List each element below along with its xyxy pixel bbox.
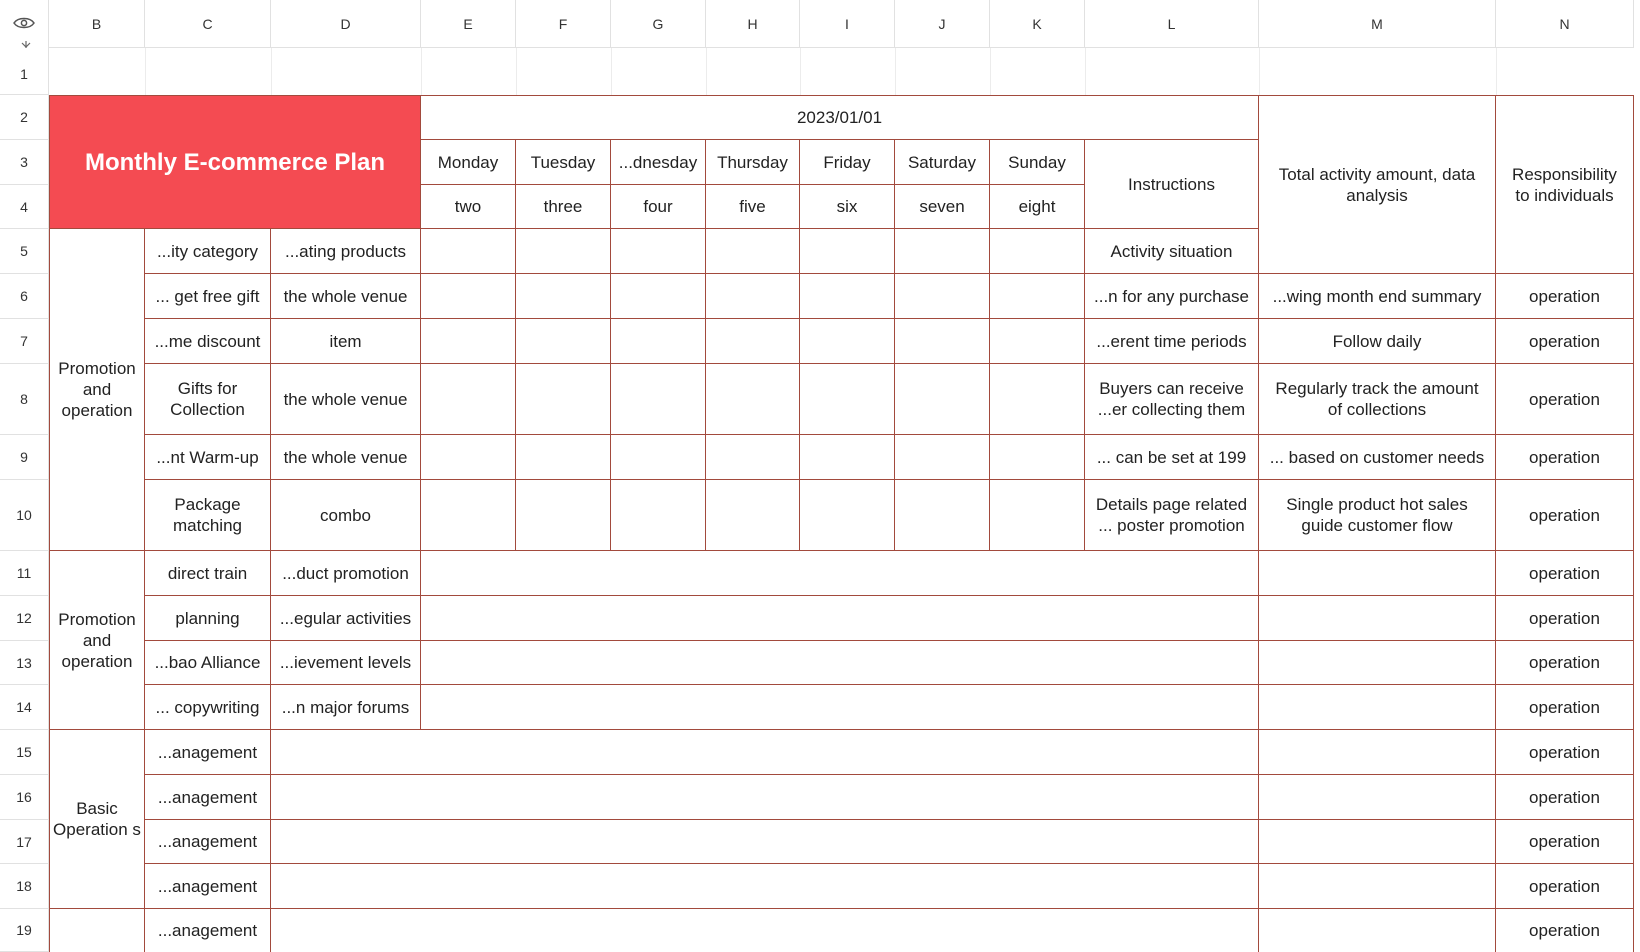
row-header-5[interactable]: 5 — [0, 229, 49, 274]
gridline — [516, 48, 517, 95]
gridline — [1085, 48, 1086, 95]
column-header-k[interactable]: K — [990, 0, 1085, 48]
merged-detail-cell[interactable] — [271, 820, 1259, 864]
analysis-cell[interactable]: ...wing month end summary — [1259, 274, 1496, 319]
row-header-12[interactable]: 12 — [0, 596, 49, 641]
responsibility-cell[interactable]: operation — [1496, 596, 1634, 641]
responsibility-cell[interactable]: operation — [1496, 364, 1634, 435]
day-number-cell[interactable]: eight — [990, 185, 1085, 229]
column-header-m[interactable]: M — [1259, 0, 1496, 48]
row-header-11[interactable]: 11 — [0, 551, 49, 596]
analysis-cell[interactable] — [1259, 909, 1496, 952]
day-cell-tuesday[interactable]: Tuesday — [516, 140, 611, 185]
category-cell[interactable]: ... get free gift — [145, 274, 271, 319]
responsibility-cell[interactable]: operation — [1496, 864, 1634, 909]
row-header-6[interactable]: 6 — [0, 274, 49, 319]
schedule-cell[interactable] — [800, 480, 895, 551]
schedule-cell[interactable] — [990, 364, 1085, 435]
row-header-14[interactable]: 14 — [0, 685, 49, 730]
schedule-cell[interactable] — [895, 229, 990, 274]
scope-cell[interactable]: the whole venue — [271, 364, 421, 435]
analysis-cell[interactable] — [1259, 820, 1496, 864]
analysis-cell[interactable] — [1259, 775, 1496, 820]
schedule-cell[interactable] — [516, 364, 611, 435]
day-cell-thursday[interactable]: Thursday — [706, 140, 800, 185]
category-cell[interactable]: direct train — [145, 551, 271, 596]
gridline — [800, 48, 801, 95]
category-cell[interactable]: ...anagement — [145, 820, 271, 864]
schedule-cell[interactable] — [895, 480, 990, 551]
scope-cell[interactable]: item — [271, 319, 421, 364]
analysis-cell[interactable]: Single product hot sales guide customer flow — [1259, 480, 1496, 551]
instruction-cell[interactable]: ... can be set at 199 — [1085, 435, 1259, 480]
column-header-g[interactable]: G — [611, 0, 706, 48]
schedule-cell[interactable] — [895, 364, 990, 435]
day-cell-saturday[interactable]: Saturday — [895, 140, 990, 185]
schedule-cell[interactable] — [421, 319, 516, 364]
merged-schedule-cell[interactable] — [421, 596, 1259, 641]
instruction-cell[interactable]: ...erent time periods — [1085, 319, 1259, 364]
schedule-cell[interactable] — [611, 229, 706, 274]
row-header-10[interactable]: 10 — [0, 480, 49, 551]
row-header-4[interactable]: 4 — [0, 185, 49, 229]
schedule-cell[interactable] — [421, 229, 516, 274]
instruction-cell[interactable]: Buyers can receive ...er collecting them — [1085, 364, 1259, 435]
responsibility-header-cell[interactable]: Responsibility to individuals — [1496, 95, 1634, 274]
category-cell[interactable]: ...anagement — [145, 909, 271, 952]
day-cell-sunday[interactable]: Sunday — [990, 140, 1085, 185]
responsibility-cell[interactable]: operation — [1496, 820, 1634, 864]
schedule-cell[interactable] — [706, 274, 800, 319]
row-header-7[interactable]: 7 — [0, 319, 49, 364]
responsibility-cell[interactable]: operation — [1496, 319, 1634, 364]
schedule-cell[interactable] — [421, 274, 516, 319]
instruction-cell[interactable]: Details page related ... poster promotion — [1085, 480, 1259, 551]
schedule-cell[interactable] — [990, 480, 1085, 551]
column-header-c[interactable]: C — [145, 0, 271, 48]
schedule-cell[interactable] — [706, 364, 800, 435]
analysis-cell[interactable] — [1259, 551, 1496, 596]
column-header-h[interactable]: H — [706, 0, 800, 48]
plan-title: Monthly E-commerce Plan — [84, 148, 386, 176]
schedule-cell[interactable] — [516, 319, 611, 364]
row-header-1[interactable]: 1 — [0, 48, 49, 95]
schedule-cell[interactable] — [990, 435, 1085, 480]
day-cell-wednesday[interactable]: ...dnesday — [611, 140, 706, 185]
scope-cell[interactable]: ...duct promotion — [271, 551, 421, 596]
category-cell[interactable]: ...me discount — [145, 319, 271, 364]
schedule-cell[interactable] — [800, 274, 895, 319]
scope-cell[interactable]: ...n major forums — [271, 685, 421, 730]
day-cell-monday[interactable]: Monday — [421, 140, 516, 185]
day-number-cell[interactable]: four — [611, 185, 706, 229]
group-cell-promotion-2[interactable]: Promotion and operation — [49, 551, 145, 730]
schedule-cell[interactable] — [421, 435, 516, 480]
merged-schedule-cell[interactable] — [421, 685, 1259, 730]
category-cell[interactable]: ... copywriting — [145, 685, 271, 730]
row-header-2[interactable]: 2 — [0, 95, 49, 140]
column-header-d[interactable]: D — [271, 0, 421, 48]
column-header-j[interactable]: J — [895, 0, 990, 48]
schedule-cell[interactable] — [706, 229, 800, 274]
schedule-cell[interactable] — [516, 480, 611, 551]
category-cell[interactable]: ...ity category — [145, 229, 271, 274]
schedule-cell[interactable] — [611, 274, 706, 319]
gridline — [1496, 48, 1497, 95]
merged-detail-cell[interactable] — [271, 864, 1259, 909]
group-cell-basic-operations[interactable]: Basic Operation s — [49, 730, 145, 909]
schedule-cell[interactable] — [611, 435, 706, 480]
gridline — [895, 48, 896, 95]
responsibility-cell[interactable]: operation — [1496, 775, 1634, 820]
scope-cell[interactable]: ...ievement levels — [271, 641, 421, 685]
day-cell-friday[interactable]: Friday — [800, 140, 895, 185]
category-cell[interactable]: Gifts for Collection — [145, 364, 271, 435]
scope-cell[interactable]: ...ating products — [271, 229, 421, 274]
category-cell[interactable]: planning — [145, 596, 271, 641]
analysis-cell[interactable] — [1259, 596, 1496, 641]
responsibility-cell[interactable]: operation — [1496, 641, 1634, 685]
schedule-cell[interactable] — [800, 435, 895, 480]
row-header-3[interactable]: 3 — [0, 140, 49, 185]
column-header-f[interactable]: F — [516, 0, 611, 48]
column-header-e[interactable]: E — [421, 0, 516, 48]
gridline — [706, 48, 707, 95]
date-cell[interactable]: 2023/01/01 — [421, 95, 1259, 140]
gridline — [990, 48, 991, 95]
row-header-17[interactable]: 17 — [0, 820, 49, 864]
schedule-cell[interactable] — [800, 319, 895, 364]
merged-schedule-cell[interactable] — [421, 551, 1259, 596]
responsibility-cell[interactable]: operation — [1496, 685, 1634, 730]
category-cell[interactable]: ...anagement — [145, 864, 271, 909]
schedule-cell[interactable] — [706, 435, 800, 480]
schedule-cell[interactable] — [421, 480, 516, 551]
row-header-9[interactable]: 9 — [0, 435, 49, 480]
gridline — [611, 48, 612, 95]
column-header-n[interactable]: N — [1496, 0, 1634, 48]
scope-cell[interactable]: the whole venue — [271, 435, 421, 480]
category-cell[interactable]: ...nt Warm-up — [145, 435, 271, 480]
analysis-cell[interactable]: Regularly track the amount of collections — [1259, 364, 1496, 435]
row-header-16[interactable]: 16 — [0, 775, 49, 820]
schedule-cell[interactable] — [990, 319, 1085, 364]
row-header-19[interactable]: 19 — [0, 909, 49, 952]
schedule-cell[interactable] — [895, 319, 990, 364]
schedule-cell[interactable] — [611, 480, 706, 551]
eye-icon[interactable] — [13, 16, 35, 30]
responsibility-cell[interactable]: operation — [1496, 551, 1634, 596]
analysis-cell[interactable] — [1259, 641, 1496, 685]
day-number-cell[interactable]: seven — [895, 185, 990, 229]
schedule-cell[interactable] — [990, 229, 1085, 274]
gridline — [145, 48, 146, 95]
total-analysis-header-cell[interactable]: Total activity amount, data analysis — [1259, 95, 1496, 274]
schedule-cell[interactable] — [611, 364, 706, 435]
day-number-cell[interactable]: two — [421, 185, 516, 229]
schedule-cell[interactable] — [611, 319, 706, 364]
responsibility-cell[interactable]: operation — [1496, 435, 1634, 480]
schedule-cell[interactable] — [516, 274, 611, 319]
schedule-cell[interactable] — [895, 274, 990, 319]
column-header-b[interactable]: B — [49, 0, 145, 48]
responsibility-cell[interactable]: operation — [1496, 480, 1634, 551]
category-cell[interactable]: ...anagement — [145, 775, 271, 820]
day-number-cell[interactable]: six — [800, 185, 895, 229]
analysis-cell[interactable] — [1259, 685, 1496, 730]
gridline — [271, 48, 272, 95]
row-header-8[interactable]: 8 — [0, 364, 49, 435]
responsibility-cell[interactable]: operation — [1496, 730, 1634, 775]
schedule-cell[interactable] — [421, 364, 516, 435]
schedule-cell[interactable] — [800, 229, 895, 274]
day-number-cell[interactable]: five — [706, 185, 800, 229]
analysis-cell[interactable]: Follow daily — [1259, 319, 1496, 364]
schedule-cell[interactable] — [706, 319, 800, 364]
instruction-cell[interactable]: ...n for any purchase — [1085, 274, 1259, 319]
gridline — [1259, 48, 1260, 95]
row-header-13[interactable]: 13 — [0, 641, 49, 685]
responsibility-cell[interactable]: operation — [1496, 274, 1634, 319]
instructions-header-cell[interactable]: Instructions — [1085, 140, 1259, 229]
responsibility-cell[interactable]: operation — [1496, 909, 1634, 952]
category-cell[interactable]: ...bao Alliance — [145, 641, 271, 685]
group-cell-next[interactable] — [49, 909, 145, 952]
schedule-cell[interactable] — [895, 435, 990, 480]
scope-cell[interactable]: the whole venue — [271, 274, 421, 319]
schedule-cell[interactable] — [516, 435, 611, 480]
analysis-cell[interactable] — [1259, 864, 1496, 909]
instruction-cell[interactable]: Activity situation — [1085, 229, 1259, 274]
group-cell-promotion[interactable]: Promotion and operation — [49, 229, 145, 551]
schedule-cell[interactable] — [800, 364, 895, 435]
gridline — [421, 48, 422, 95]
column-header-i[interactable]: I — [800, 0, 895, 48]
category-cell[interactable]: Package matching — [145, 480, 271, 551]
plan-title-cell[interactable] — [49, 95, 421, 229]
merged-schedule-cell[interactable] — [421, 641, 1259, 685]
merged-detail-cell[interactable] — [271, 730, 1259, 775]
schedule-cell[interactable] — [706, 480, 800, 551]
schedule-cell[interactable] — [990, 274, 1085, 319]
day-number-cell[interactable]: three — [516, 185, 611, 229]
category-cell[interactable]: ...anagement — [145, 730, 271, 775]
row-header-18[interactable]: 18 — [0, 864, 49, 909]
row-header-15[interactable]: 15 — [0, 730, 49, 775]
merged-detail-cell[interactable] — [271, 909, 1259, 952]
scope-cell[interactable]: ...egular activities — [271, 596, 421, 641]
schedule-cell[interactable] — [516, 229, 611, 274]
analysis-cell[interactable]: ... based on customer needs — [1259, 435, 1496, 480]
analysis-cell[interactable] — [1259, 730, 1496, 775]
column-header-l[interactable]: L — [1085, 0, 1259, 48]
merged-detail-cell[interactable] — [271, 775, 1259, 820]
scope-cell[interactable]: combo — [271, 480, 421, 551]
